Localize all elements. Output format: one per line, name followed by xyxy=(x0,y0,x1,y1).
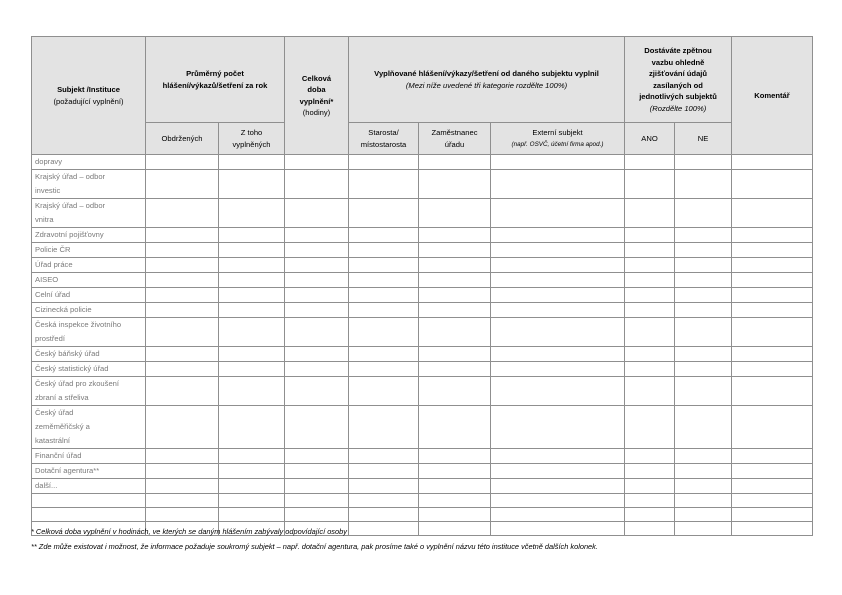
input-cell[interactable] xyxy=(675,406,732,449)
subject-line: Finanční úřad xyxy=(35,451,82,460)
input-cell[interactable] xyxy=(675,449,732,464)
input-cell[interactable] xyxy=(349,449,419,464)
input-cell[interactable] xyxy=(419,318,491,347)
table-row xyxy=(32,449,813,464)
input-cell[interactable] xyxy=(625,199,675,228)
input-cell[interactable] xyxy=(732,377,813,406)
input-cell[interactable] xyxy=(419,406,491,449)
input-cell[interactable] xyxy=(625,377,675,406)
header-yes-label: ANO xyxy=(641,133,658,143)
input-cell[interactable] xyxy=(675,494,732,508)
input-cell[interactable] xyxy=(732,288,813,303)
input-cell[interactable] xyxy=(349,273,419,288)
header-yes xyxy=(625,123,675,155)
input-cell[interactable] xyxy=(146,243,219,258)
input-cell[interactable] xyxy=(349,288,419,303)
input-cell[interactable] xyxy=(349,347,419,362)
input-cell[interactable] xyxy=(732,464,813,479)
input-cell[interactable] xyxy=(219,199,285,228)
input-cell[interactable] xyxy=(349,199,419,228)
input-cell[interactable] xyxy=(419,199,491,228)
table-row xyxy=(32,155,813,170)
input-cell[interactable] xyxy=(219,273,285,288)
input-cell[interactable] xyxy=(625,464,675,479)
input-cell[interactable] xyxy=(146,494,219,508)
input-cell[interactable] xyxy=(491,377,625,406)
input-cell[interactable] xyxy=(285,288,349,303)
input-cell[interactable] xyxy=(491,243,625,258)
input-cell[interactable] xyxy=(285,494,349,508)
input-cell[interactable] xyxy=(419,155,491,170)
input-cell[interactable] xyxy=(625,494,675,508)
input-cell[interactable] xyxy=(419,303,491,318)
input-cell[interactable] xyxy=(675,318,732,347)
subject-cell[interactable] xyxy=(32,228,146,243)
header-mayor-1: Starosta/ xyxy=(368,128,399,137)
subject-line: Zdravotní pojišťovny xyxy=(35,230,104,239)
input-cell[interactable] xyxy=(625,258,675,273)
input-cell[interactable] xyxy=(675,303,732,318)
input-cell[interactable] xyxy=(219,288,285,303)
header-employee-2: úřadu xyxy=(444,139,465,149)
input-cell[interactable] xyxy=(491,522,625,536)
subject-line: další... xyxy=(35,481,58,490)
header-feedback-5: jednotlivých subjektů xyxy=(639,92,717,101)
input-cell[interactable] xyxy=(675,377,732,406)
subject-line: prostředí xyxy=(35,334,65,343)
input-cell[interactable] xyxy=(419,508,491,522)
input-cell[interactable] xyxy=(285,273,349,288)
input-cell[interactable] xyxy=(491,199,625,228)
subject-line: dopravy xyxy=(35,157,63,166)
header-total-3: vyplnění* xyxy=(299,96,334,106)
header-comment xyxy=(732,37,813,155)
input-cell[interactable] xyxy=(285,303,349,318)
input-cell[interactable] xyxy=(625,362,675,377)
input-cell[interactable] xyxy=(675,347,732,362)
input-cell[interactable] xyxy=(491,479,625,494)
subject-cell[interactable] xyxy=(32,406,146,449)
input-cell[interactable] xyxy=(491,347,625,362)
input-cell[interactable] xyxy=(219,406,285,449)
header-avg-count xyxy=(146,37,285,123)
input-cell[interactable] xyxy=(349,303,419,318)
input-cell[interactable] xyxy=(491,318,625,347)
input-cell[interactable] xyxy=(675,479,732,494)
input-cell[interactable] xyxy=(349,464,419,479)
input-cell[interactable] xyxy=(285,362,349,377)
subject-cell[interactable] xyxy=(32,508,146,522)
input-cell[interactable] xyxy=(146,449,219,464)
input-cell[interactable] xyxy=(625,406,675,449)
subject-cell[interactable] xyxy=(32,170,146,199)
input-cell[interactable] xyxy=(732,228,813,243)
input-cell[interactable] xyxy=(219,318,285,347)
header-employee xyxy=(419,123,491,155)
input-cell[interactable] xyxy=(675,228,732,243)
input-cell[interactable] xyxy=(146,479,219,494)
input-cell[interactable] xyxy=(732,273,813,288)
input-cell[interactable] xyxy=(146,199,219,228)
input-cell[interactable] xyxy=(625,228,675,243)
input-cell[interactable] xyxy=(491,449,625,464)
input-cell[interactable] xyxy=(491,273,625,288)
subject-line: zeměměřičský a xyxy=(35,422,90,431)
subject-line: Český statistický úřad xyxy=(35,364,109,373)
input-cell[interactable] xyxy=(491,464,625,479)
subject-line: investic xyxy=(35,186,61,195)
input-cell[interactable] xyxy=(219,228,285,243)
input-cell[interactable] xyxy=(675,243,732,258)
input-cell[interactable] xyxy=(219,155,285,170)
header-filled-by xyxy=(349,37,625,123)
input-cell[interactable] xyxy=(146,288,219,303)
input-cell[interactable] xyxy=(219,479,285,494)
input-cell[interactable] xyxy=(219,464,285,479)
input-cell[interactable] xyxy=(675,508,732,522)
subject-cell[interactable] xyxy=(32,155,146,170)
input-cell[interactable] xyxy=(625,288,675,303)
input-cell[interactable] xyxy=(419,479,491,494)
table-row xyxy=(32,377,813,406)
header-no xyxy=(675,123,732,155)
header-external xyxy=(491,123,625,155)
subject-cell[interactable] xyxy=(32,303,146,318)
subject-cell[interactable] xyxy=(32,347,146,362)
header-feedback-3: zjišťování údajů xyxy=(648,69,708,78)
input-cell[interactable] xyxy=(146,377,219,406)
input-cell[interactable] xyxy=(146,303,219,318)
header-subject-title: Subjekt /Instituce xyxy=(57,85,120,94)
table-row xyxy=(32,258,813,273)
subject-cell[interactable] xyxy=(32,494,146,508)
input-cell[interactable] xyxy=(675,522,732,536)
header-of-which-2: vyplněných xyxy=(232,139,271,149)
input-cell[interactable] xyxy=(349,508,419,522)
input-cell[interactable] xyxy=(491,494,625,508)
header-total-2: doba xyxy=(307,85,326,94)
subject-cell[interactable] xyxy=(32,288,146,303)
table-row xyxy=(32,508,813,522)
table-body xyxy=(32,155,813,536)
input-cell[interactable] xyxy=(675,258,732,273)
input-cell[interactable] xyxy=(732,155,813,170)
header-feedback-6: (Rozdělte 100%) xyxy=(649,103,707,113)
input-cell[interactable] xyxy=(625,303,675,318)
subject-line: Krajský úřad – odbor xyxy=(35,201,106,210)
input-cell[interactable] xyxy=(349,155,419,170)
subject-cell[interactable] xyxy=(32,449,146,464)
input-cell[interactable] xyxy=(419,288,491,303)
input-cell[interactable] xyxy=(732,258,813,273)
subject-cell[interactable] xyxy=(32,258,146,273)
input-cell[interactable] xyxy=(349,228,419,243)
input-cell[interactable] xyxy=(732,508,813,522)
input-cell[interactable] xyxy=(285,243,349,258)
input-cell[interactable] xyxy=(491,508,625,522)
input-cell[interactable] xyxy=(219,258,285,273)
input-cell[interactable] xyxy=(419,522,491,536)
input-cell[interactable] xyxy=(675,170,732,199)
input-cell[interactable] xyxy=(219,494,285,508)
header-total-time xyxy=(285,37,349,155)
input-cell[interactable] xyxy=(419,347,491,362)
input-cell[interactable] xyxy=(491,228,625,243)
header-feedback-2: vazbu ohledně xyxy=(651,57,705,67)
input-cell[interactable] xyxy=(625,347,675,362)
input-cell[interactable] xyxy=(625,449,675,464)
input-cell[interactable] xyxy=(219,508,285,522)
input-cell[interactable] xyxy=(675,199,732,228)
input-cell[interactable] xyxy=(146,228,219,243)
input-cell[interactable] xyxy=(146,464,219,479)
header-employee-1: Zaměstnanec xyxy=(431,128,478,137)
input-cell[interactable] xyxy=(625,318,675,347)
input-cell[interactable] xyxy=(491,170,625,199)
input-cell[interactable] xyxy=(419,258,491,273)
input-cell[interactable] xyxy=(491,258,625,273)
table-row xyxy=(32,199,813,228)
header-feedback-1: Dostáváte zpětnou xyxy=(644,46,712,55)
subject-line: Celní úřad xyxy=(35,290,71,299)
header-no-label: NE xyxy=(697,133,709,143)
subject-cell[interactable] xyxy=(32,377,146,406)
input-cell[interactable] xyxy=(732,479,813,494)
header-feedback-4: zasílaných od xyxy=(653,80,703,90)
input-cell[interactable] xyxy=(491,406,625,449)
input-cell[interactable] xyxy=(625,273,675,288)
input-cell[interactable] xyxy=(285,464,349,479)
header-mayor xyxy=(349,123,419,155)
table-row xyxy=(32,170,813,199)
table-row xyxy=(32,318,813,347)
survey-table xyxy=(31,36,813,536)
input-cell[interactable] xyxy=(732,406,813,449)
table-row xyxy=(32,406,813,449)
input-cell[interactable] xyxy=(732,303,813,318)
header-of-which-1: Z toho xyxy=(240,128,263,137)
input-cell[interactable] xyxy=(285,479,349,494)
header-of-which xyxy=(219,123,285,155)
header-mayor-2: místostarosta xyxy=(360,139,407,149)
input-cell[interactable] xyxy=(419,494,491,508)
input-cell[interactable] xyxy=(349,243,419,258)
input-cell[interactable] xyxy=(146,273,219,288)
subject-cell[interactable] xyxy=(32,362,146,377)
input-cell[interactable] xyxy=(219,362,285,377)
subject-line: vnitra xyxy=(35,215,54,224)
subject-line: Dotační agentura** xyxy=(35,466,100,475)
input-cell[interactable] xyxy=(419,273,491,288)
input-cell[interactable] xyxy=(285,258,349,273)
table-row xyxy=(32,243,813,258)
input-cell[interactable] xyxy=(146,508,219,522)
subject-cell[interactable] xyxy=(32,273,146,288)
input-cell[interactable] xyxy=(146,406,219,449)
input-cell[interactable] xyxy=(219,347,285,362)
input-cell[interactable] xyxy=(219,303,285,318)
input-cell[interactable] xyxy=(419,377,491,406)
table-row xyxy=(32,494,813,508)
input-cell[interactable] xyxy=(349,494,419,508)
input-cell[interactable] xyxy=(419,228,491,243)
input-cell[interactable] xyxy=(349,479,419,494)
footnote-2: ** Zde může existovat i možnost, že informace požaduje soukromý subjekt – např. dotační agentura, pak prosíme také o vyplnění názvu této instituce včetně dalších kolonek. xyxy=(31,542,598,551)
subject-line: Český úřad xyxy=(35,408,74,417)
header-subject-sub: (požadující vyplnění) xyxy=(53,96,124,106)
input-cell[interactable] xyxy=(285,318,349,347)
header-received xyxy=(146,123,219,155)
input-cell[interactable] xyxy=(675,288,732,303)
header-subject xyxy=(32,37,146,155)
input-cell[interactable] xyxy=(732,362,813,377)
subject-cell[interactable] xyxy=(32,243,146,258)
input-cell[interactable] xyxy=(349,362,419,377)
subject-line: Český báňský úřad xyxy=(35,349,100,358)
header-filled-sub: (Mezi níže uvedené tři kategorie rozdělte 100%) xyxy=(405,80,568,90)
input-cell[interactable] xyxy=(285,155,349,170)
header-comment-label: Komentář xyxy=(754,90,790,100)
input-cell[interactable] xyxy=(419,464,491,479)
subject-line: Cizinecká policie xyxy=(35,305,92,314)
input-cell[interactable] xyxy=(732,199,813,228)
input-cell[interactable] xyxy=(419,170,491,199)
input-cell[interactable] xyxy=(285,377,349,406)
input-cell[interactable] xyxy=(349,522,419,536)
footnote-1: * Celková doba vyplnění v hodinách, ve kterých se daným hlášením zabývaly odpovídající osoby xyxy=(31,527,347,536)
subject-line: zbraní a střeliva xyxy=(35,393,89,402)
table-row xyxy=(32,362,813,377)
input-cell[interactable] xyxy=(625,243,675,258)
input-cell[interactable] xyxy=(219,243,285,258)
table-row xyxy=(32,347,813,362)
input-cell[interactable] xyxy=(675,273,732,288)
subject-cell[interactable] xyxy=(32,318,146,347)
input-cell[interactable] xyxy=(419,362,491,377)
table-row xyxy=(32,303,813,318)
subject-line: katastrální xyxy=(35,436,71,445)
input-cell[interactable] xyxy=(349,170,419,199)
subject-line: AISEO xyxy=(35,275,59,284)
input-cell[interactable] xyxy=(146,155,219,170)
input-cell[interactable] xyxy=(732,170,813,199)
input-cell[interactable] xyxy=(491,155,625,170)
input-cell[interactable] xyxy=(349,406,419,449)
input-cell[interactable] xyxy=(732,347,813,362)
input-cell[interactable] xyxy=(491,303,625,318)
input-cell[interactable] xyxy=(285,228,349,243)
header-feedback xyxy=(625,37,732,123)
table-row xyxy=(32,273,813,288)
table-row xyxy=(32,464,813,479)
input-cell[interactable] xyxy=(625,170,675,199)
input-cell[interactable] xyxy=(625,508,675,522)
header-external-label: Externí subjekt xyxy=(532,128,583,137)
table-row xyxy=(32,288,813,303)
input-cell[interactable] xyxy=(732,494,813,508)
input-cell[interactable] xyxy=(675,362,732,377)
input-cell[interactable] xyxy=(349,258,419,273)
input-cell[interactable] xyxy=(219,170,285,199)
input-cell[interactable] xyxy=(625,155,675,170)
input-cell[interactable] xyxy=(625,522,675,536)
input-cell[interactable] xyxy=(349,318,419,347)
input-cell[interactable] xyxy=(285,449,349,464)
input-cell[interactable] xyxy=(675,464,732,479)
subject-cell[interactable] xyxy=(32,199,146,228)
input-cell[interactable] xyxy=(732,243,813,258)
input-cell[interactable] xyxy=(419,449,491,464)
subject-line: Krajský úřad – odbor xyxy=(35,172,106,181)
input-cell[interactable] xyxy=(732,522,813,536)
subject-line: Český úřad pro zkoušení xyxy=(35,379,119,388)
input-cell[interactable] xyxy=(219,449,285,464)
input-cell[interactable] xyxy=(146,318,219,347)
input-cell[interactable] xyxy=(219,377,285,406)
header-avg-title-2: hlášení/výkazů/šetření za rok xyxy=(162,80,268,90)
header-received-label: Obdržených xyxy=(161,133,203,143)
subject-cell[interactable] xyxy=(32,464,146,479)
header-total-4: (hodiny) xyxy=(302,108,331,117)
subject-line: Úřad práce xyxy=(35,260,73,269)
subject-line: Česká inspekce životního xyxy=(35,320,122,329)
input-cell[interactable] xyxy=(285,508,349,522)
input-cell[interactable] xyxy=(285,406,349,449)
input-cell[interactable] xyxy=(146,362,219,377)
header-external-sub: (např. OSVČ, účetní firma apod.) xyxy=(511,140,604,148)
table-row xyxy=(32,228,813,243)
input-cell[interactable] xyxy=(146,170,219,199)
input-cell[interactable] xyxy=(146,347,219,362)
input-cell[interactable] xyxy=(146,258,219,273)
table-row xyxy=(32,479,813,494)
header-total-1: Celková xyxy=(301,73,332,83)
header-filled-title: Vyplňované hlášení/výkazy/šetření od daného subjektu vyplnil xyxy=(374,69,599,78)
input-cell[interactable] xyxy=(675,155,732,170)
input-cell[interactable] xyxy=(285,199,349,228)
input-cell[interactable] xyxy=(285,170,349,199)
input-cell[interactable] xyxy=(491,362,625,377)
input-cell[interactable] xyxy=(625,479,675,494)
input-cell[interactable] xyxy=(349,377,419,406)
subject-cell[interactable] xyxy=(32,479,146,494)
input-cell[interactable] xyxy=(732,318,813,347)
header-avg-title-1: Průměrný počet xyxy=(186,69,244,78)
input-cell[interactable] xyxy=(285,347,349,362)
input-cell[interactable] xyxy=(491,288,625,303)
input-cell[interactable] xyxy=(419,243,491,258)
subject-line: Policie ČR xyxy=(35,245,71,254)
input-cell[interactable] xyxy=(732,449,813,464)
